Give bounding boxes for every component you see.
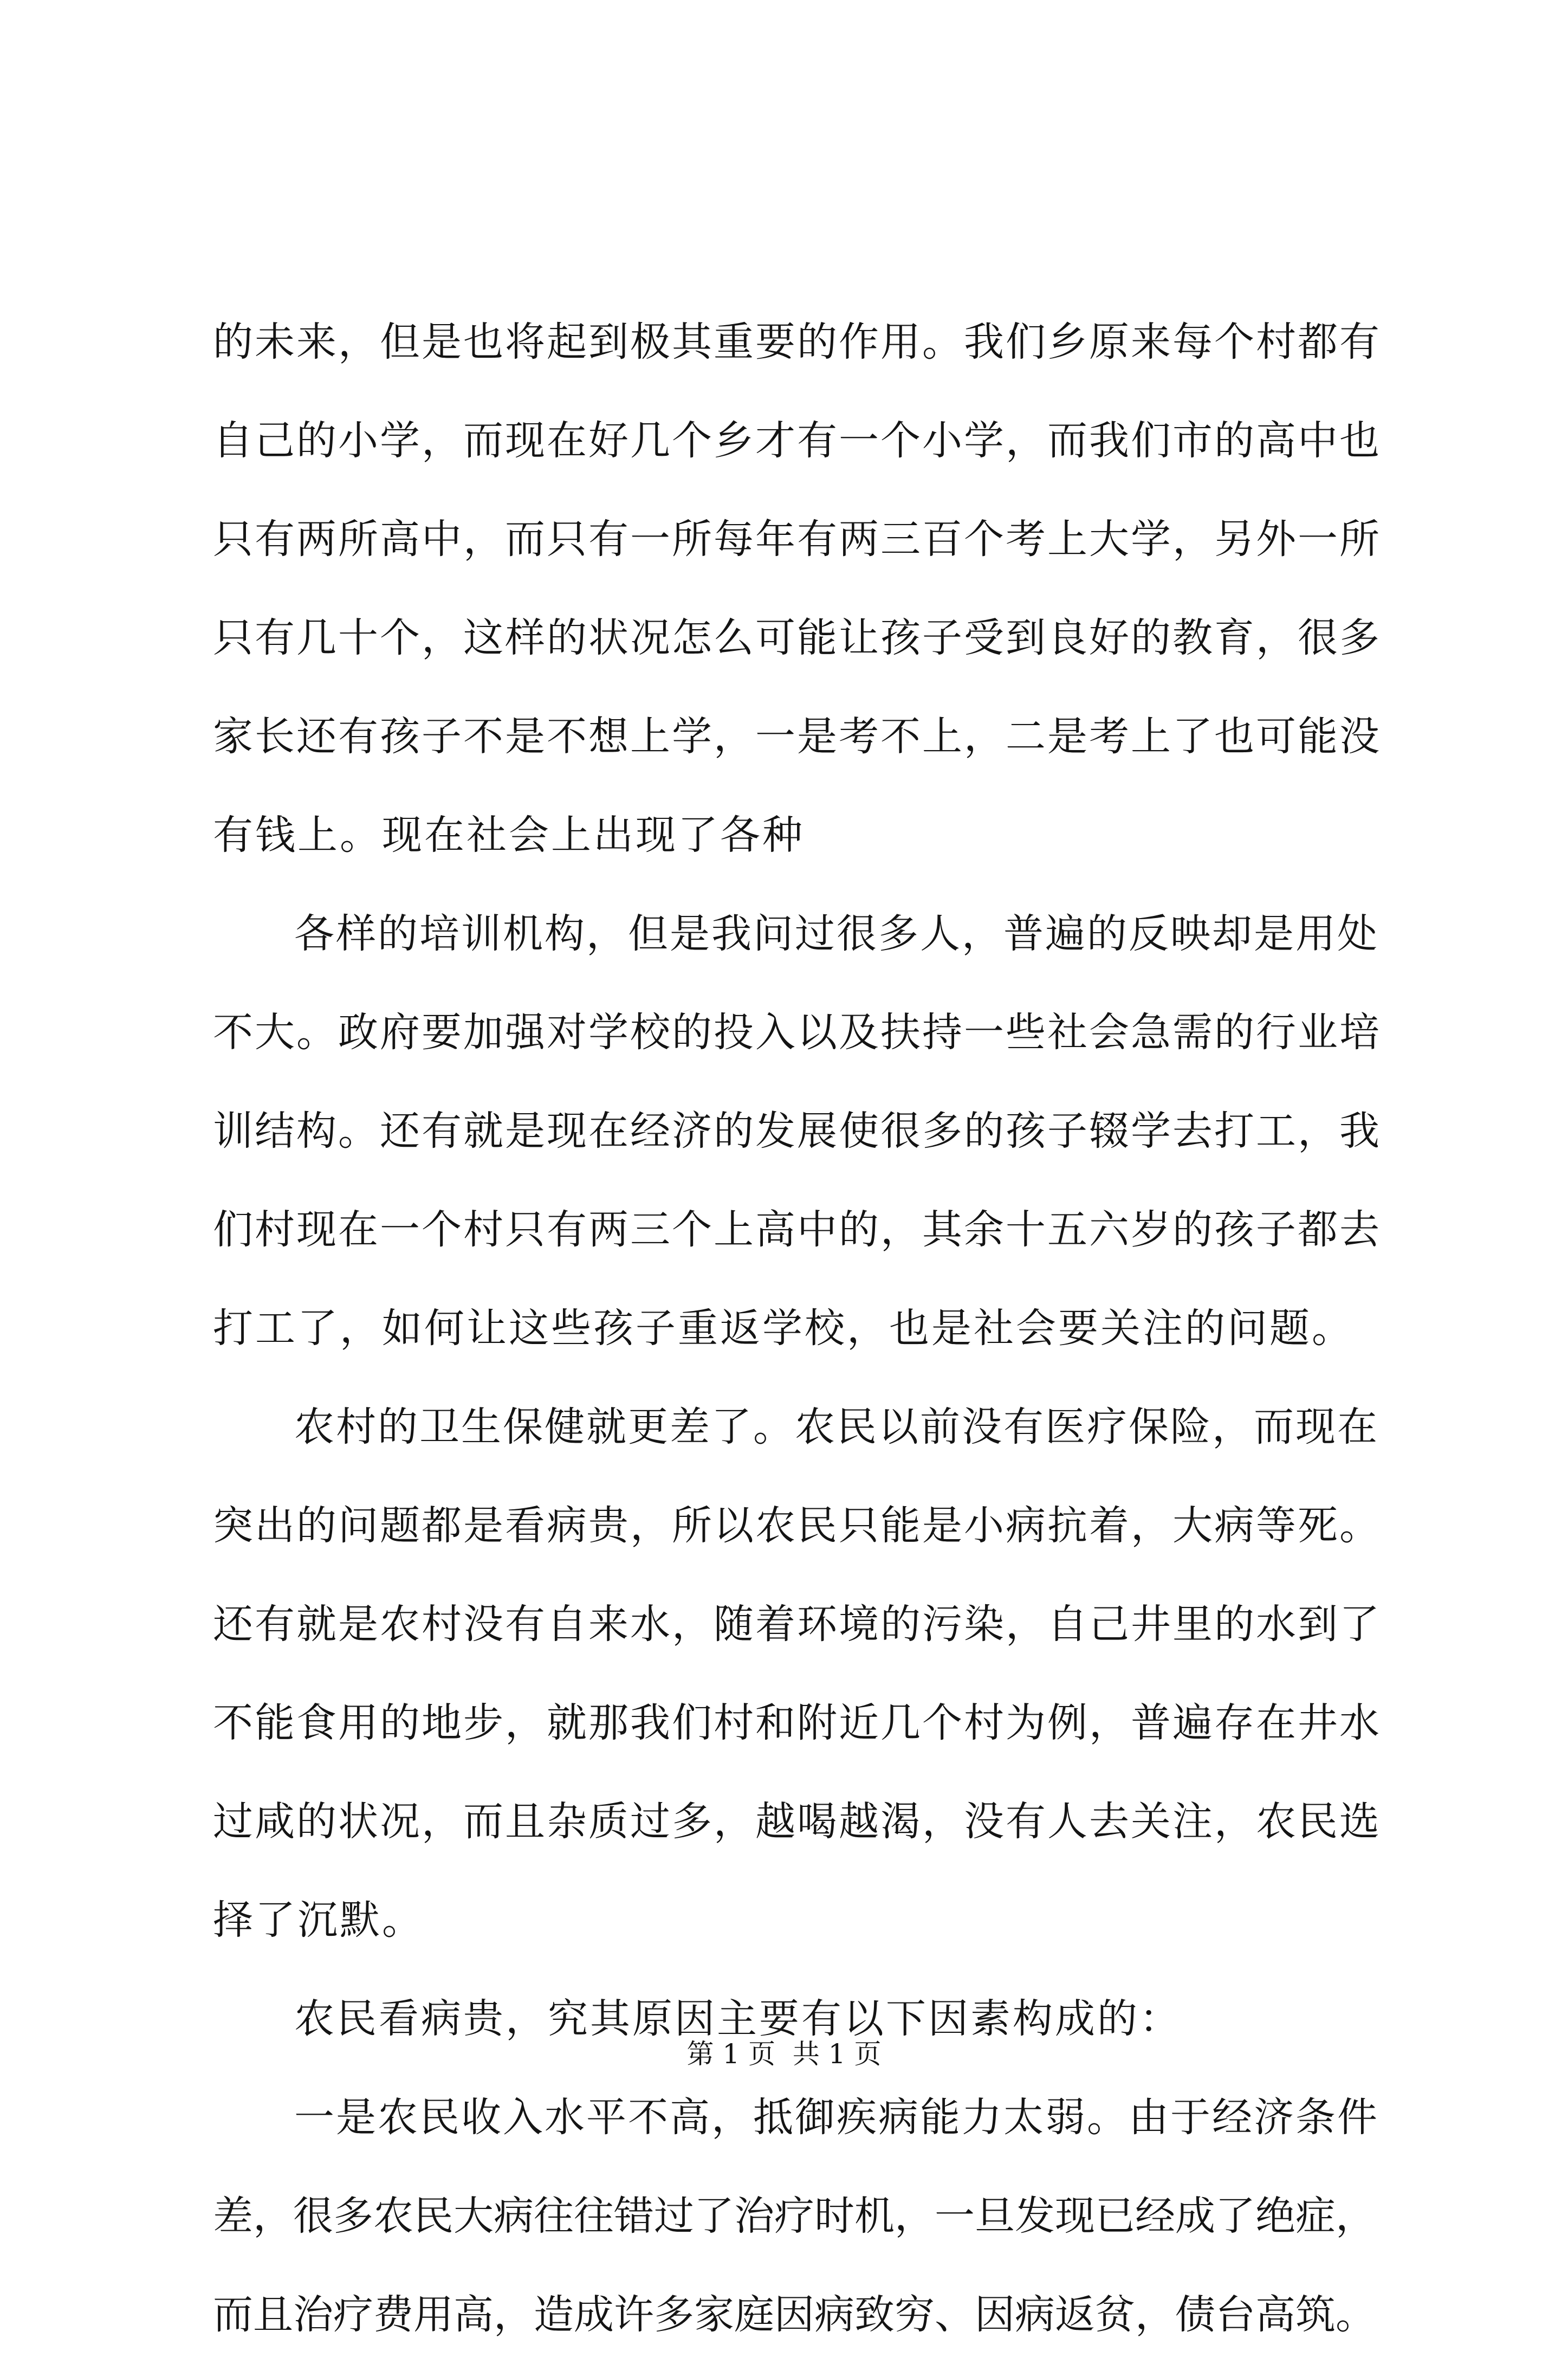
paragraph-first-line: 一是农民收入水平不高，抵御疾病能力太弱。由于经济条件 <box>294 2094 1379 2141</box>
text-line: 训结构。还有就是现在经济的发展使很多的孩子辍学去打工，我 <box>213 1108 1381 1154</box>
text-line: 打工了，如何让这些孩子重返学校，也是社会要关注的问题。 <box>213 1305 1354 1352</box>
text-line: 只有两所高中，而只有一所每年有两三百个考上大学，另外一所 <box>213 516 1381 563</box>
text-line: 不大。政府要加强对学校的投入以及扶持一些社会急需的行业培 <box>213 1009 1381 1056</box>
text-line: 有钱上。现在社会上出现了各种 <box>213 812 805 858</box>
text-line: 的未来，但是也将起到极其重要的作用。我们乡原来每个村都有 <box>213 319 1381 365</box>
text-line: 不能食用的地步，就那我们村和附近几个村为例，普遍存在井水 <box>213 1700 1381 1746</box>
paragraph-first-line: 农村的卫生保健就更差了。农民以前没有医疗保险，而现在 <box>294 1404 1379 1450</box>
page-footer: 第 1 页 共 1 页 <box>686 2038 882 2070</box>
text-line: 过咸的状况，而且杂质过多，越喝越渴，没有人去关注，农民选 <box>213 1798 1381 1845</box>
text-line: 家长还有孩子不是不想上学，一是考不上，二是考上了也可能没 <box>213 713 1381 760</box>
paragraph-first-line: 各样的培训机构，但是我问过很多人，普遍的反映却是用处 <box>294 910 1379 957</box>
text-line: 还有就是农村没有自来水，随着环境的污染，自己井里的水到了 <box>213 1601 1381 1648</box>
text-line: 而且治疗费用高，造成许多家庭因病致穷、因病返贫，债台高筑。 <box>213 2291 1376 2338</box>
text-line: 们村现在一个村只有两三个上高中的，其余十五六岁的孩子都去 <box>213 1206 1381 1253</box>
text-line: 自己的小学，而现在好几个乡才有一个小学，而我们市的高中也 <box>213 417 1381 464</box>
text-line: 只有几十个，这样的状况怎么可能让孩子受到良好的教育，很多 <box>213 615 1381 661</box>
text-line: 差，很多农民大病往往错过了治疗时机，一旦发现已经成了绝症， <box>213 2193 1376 2239</box>
text-line: 突出的问题都是看病贵，所以农民只能是小病抗着，大病等死。 <box>213 1502 1381 1549</box>
paragraph-first-line: 农民看病贵，究其原因主要有以下因素构成的： <box>294 1995 1182 2042</box>
text-line: 择了沉默。 <box>213 1897 424 1943</box>
